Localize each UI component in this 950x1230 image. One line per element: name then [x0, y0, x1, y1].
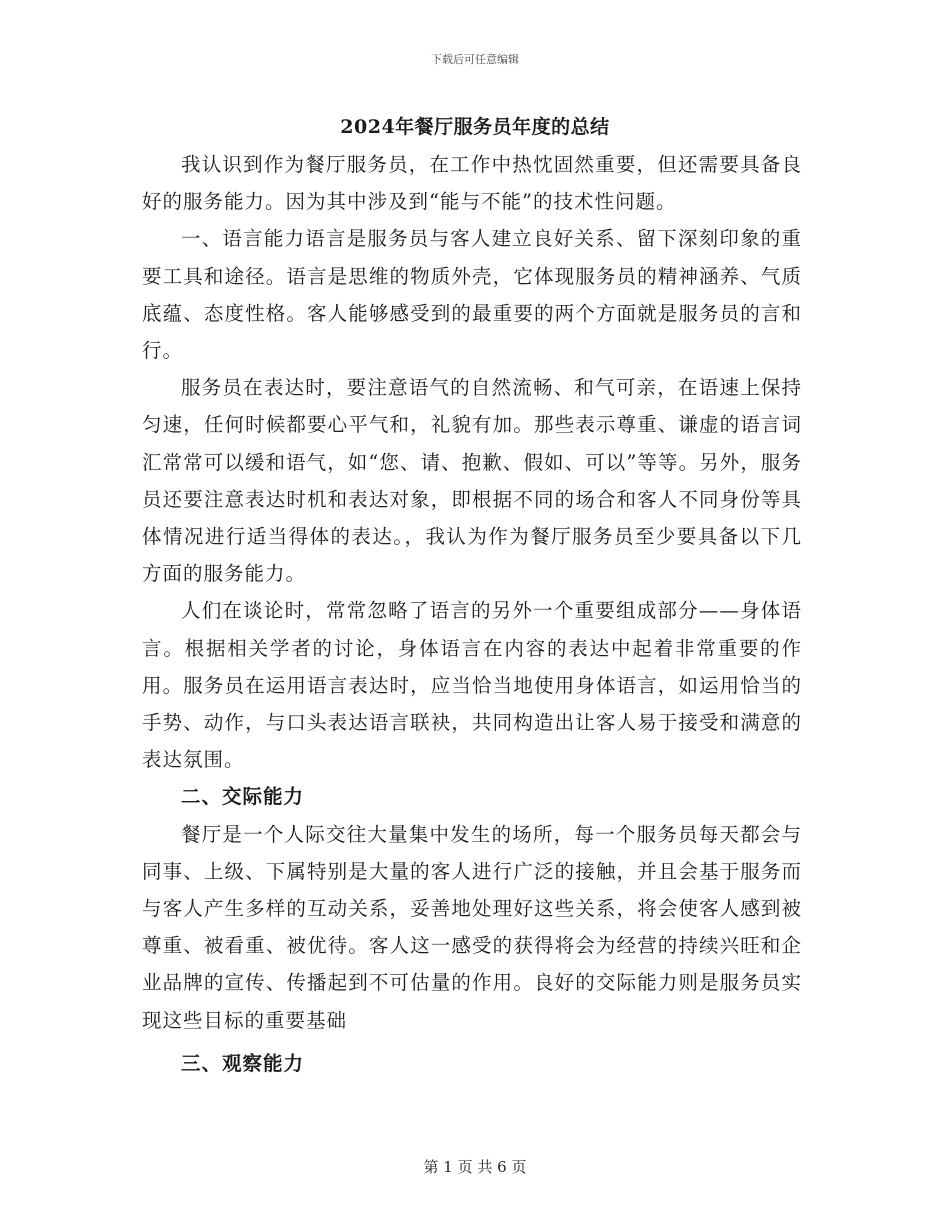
paragraph-3: 服务员在表达时，要注意语气的自然流畅、和气可亲，在语速上保持匀速，任何时候都要心平气和，礼貌有加。那些表示尊重、谦虚的语言词汇常常可以缓和语气，如“您、请、抱歉、假如、可以”等等。另外，服务员还要注意表达时机和表达对象，即根据不同的场合和客人不同身份等具体情况进行适当得体的表达。，我认为作为餐厅服务员至少要具备以下几方面的服务能力。 [142, 376, 802, 586]
paragraph-5: 餐厅是一个人际交往大量集中发生的场所，每一个服务员每天都会与同事、上级、下属特别是大量的客人进行广泛的接触，并且会基于服务而与客人产生多样的互动关系，妥善地处理好这些关系，将会使客人感到被尊重、被看重、被优待。客人这一感受的获得将会为经营的持续兴旺和企业品牌的宣传、传播起到不可估量的作用。良好的交际能力则是服务员实现这些目标的重要基础 [142, 822, 802, 1032]
paragraph-4: 人们在谈论时，常常忽略了语言的另外一个重要组成部分——身体语言。根据相关学者的讨论，身体语言在内容的表达中起着非常重要的作用。服务员在运用语言表达时，应当恰当地使用身体语言，如运用恰当的手势、动作，与口头表达语言联袂，共同构造出让客人易于接受和满意的表达氛围。 [142, 599, 802, 772]
header-note: 下载后可任意编辑 [431, 53, 519, 66]
section-heading-communication: 二、交际能力 [181, 785, 305, 809]
paragraph-1: 我认识到作为餐厅服务员，在工作中热忱固然重要，但还需要具备良好的服务能力。因为其中涉及到“能与不能”的技术性问题。 [142, 153, 802, 214]
paragraph-2: 一、语言能力语言是服务员与客人建立良好关系、留下深刻印象的重要工具和途径。语言是思维的物质外壳，它体现服务员的精神涵养、气质底蕴、态度性格。客人能够感受到的最重要的两个方面就是服务员的言和行。 [142, 227, 802, 363]
document-body [142, 146, 802, 1082]
section-heading-observation: 三、观察能力 [181, 1051, 305, 1075]
page-indicator: 第 1 页 共 6 页 [423, 1158, 527, 1176]
document-title: 2024年餐厅服务员年度的总结 [340, 116, 610, 138]
